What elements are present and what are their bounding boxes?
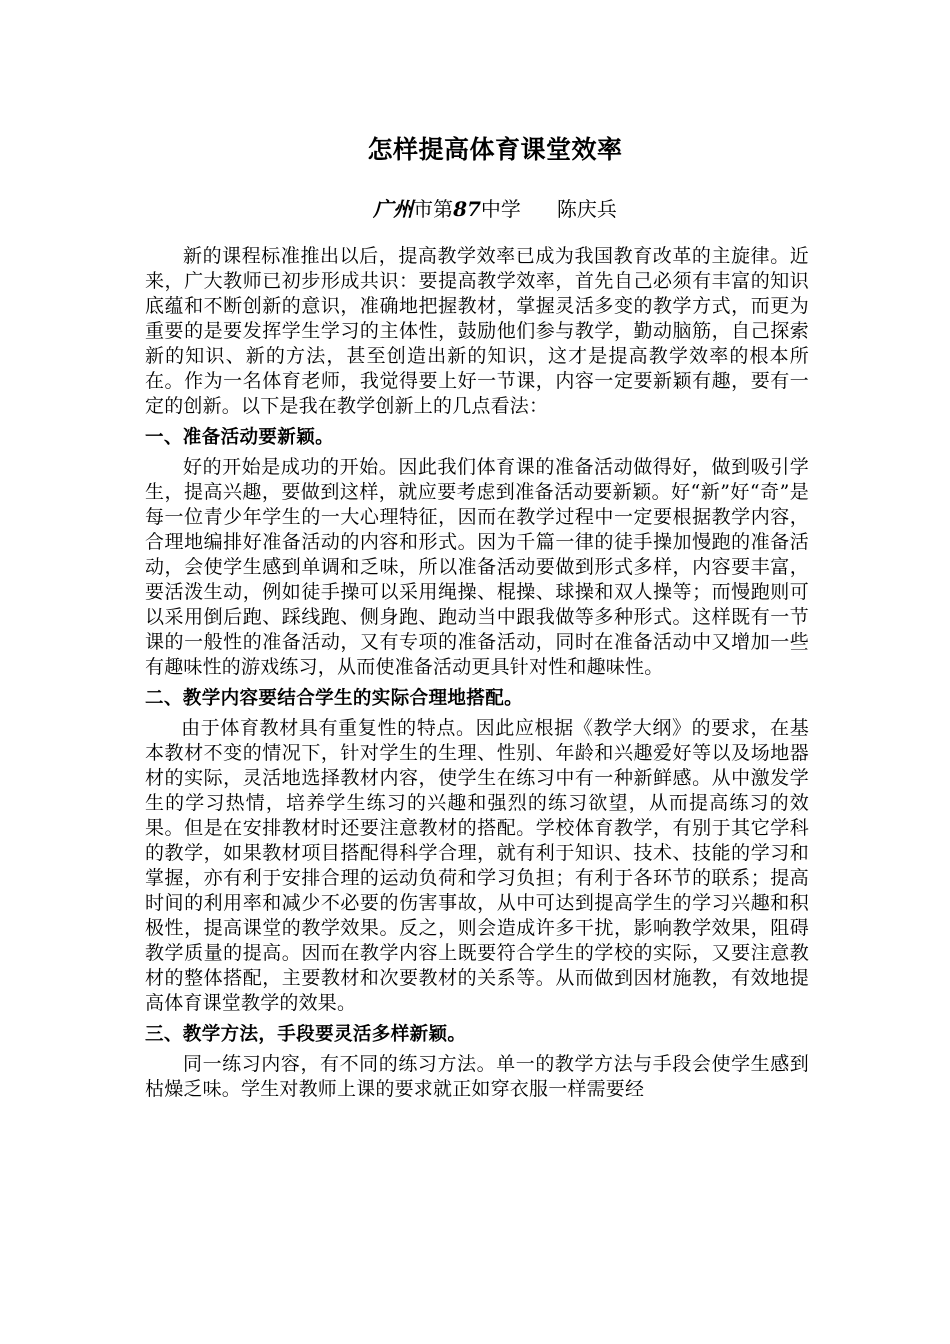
byline-city: 广州 (373, 197, 414, 221)
byline-school: 市第 (413, 197, 454, 221)
document-title: 怎样提高体育课堂效率 (367, 135, 623, 164)
section-heading-2: 二、教学内容要结合学生的实际合理地搭配。 (145, 688, 524, 709)
section-paragraph-3: 同一练习内容，有不同的练习方法。单一的教学方法与手段会使学生感到枯燥乏味。学生对教师上课的要求就正如穿衣服一样需要经 (145, 1053, 809, 1100)
byline-school-number: 87 (453, 197, 481, 221)
section-heading-3: 三、教学方法，手段要灵活多样新颖。 (145, 1024, 467, 1045)
section-heading-1: 一、准备活动要新颖。 (145, 427, 335, 448)
author-byline (0, 193, 950, 225)
intro-paragraph: 新的课程标准推出以后，提高教学效率已成为我国教育改革的主旋律。近来，广大教师已初步形成共识：要提高教学效率，首先自己必须有丰富的知识底蕴和不断创新的意识，准确地把握教材，掌握灵活多变的教学方式，而更为重要的是要发挥学生学习的主体性，鼓励他们参与教学，勤动脑筋，自己探索新的知识、新的方法，甚至创造出新的知识，这才是提高教学效率的根本所在。作为一名体育老师，我觉得要上好一节课，内容一定要新颖有趣，要有一定的创新。以下是我在教学创新上的几点看法： (145, 245, 809, 417)
section-paragraph-2: 由于体育教材具有重复性的特点。因此应根据《教学大纲》的要求，在基本教材不变的情况下，针对学生的生理、性别、年龄和兴趣爱好等以及场地器材的实际，灵活地选择教材内容，使学生在练习中有一种新鲜感。从中激发学生的学习热情，培养学生练习的兴趣和强烈的练习欲望，从而提高练习的效果。但是在安排教材时还要注意教材的搭配。学校体育教学，有别于其它学科的教学，如果教材项目搭配得科学合理，就有利于知识、技术、技能的学习和掌握，亦有利于安排合理的运动负荷和学习负担；有利于各环节的联系；提高时间的利用率和减少不必要的伤害事故，从中可达到提高学生的学习兴趣和积极性，提高课堂的教学效果。反之，则会造成许多干扰，影响教学效果，阻碍教学质量的提高。因而在教学内容上既要符合学生的学校的实际，又要注意教材的整体搭配，主要教材和次要教材的关系等。从而做到因材施教，有效地提高体育课堂教学的效果。 (145, 717, 809, 1014)
article-body (145, 244, 809, 1102)
byline-author: 陈庆兵 (556, 197, 617, 221)
byline-school-suffix: 中学 (480, 197, 521, 221)
section-paragraph-1: 好的开始是成功的开始。因此我们体育课的准备活动做得好，做到吸引学生，提高兴趣，要做到这样，就应要考虑到准备活动要新颖。好“新”好“奇”是每一位青少年学生的一大心理特征，因而在教学过程中一定要根据教学内容，合理地编排好准备活动的内容和形式。因为千篇一律的徒手操加慢跑的准备活动，会使学生感到单调和乏味，所以准备活动要做到形式多样，内容要丰富，要活泼生动，例如徒手操可以采用绳操、棍操、球操和双人操等；而慢跑则可以采用倒后跑、踩线跑、侧身跑、跑动当中跟我做等多种形式。这样既有一节课的一般性的准备活动，又有专项的准备活动，同时在准备活动中又增加一些有趣味性的游戏练习，从而使准备活动更具针对性和趣味性。 (145, 456, 809, 678)
